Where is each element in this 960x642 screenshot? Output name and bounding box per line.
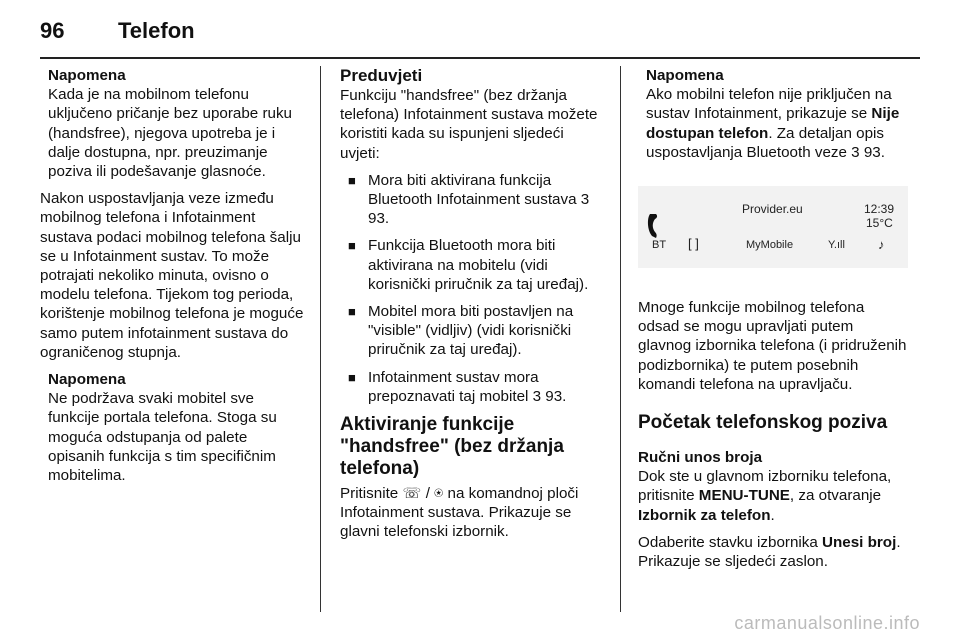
music-icon: ♪ xyxy=(878,237,885,253)
note-title: Napomena xyxy=(646,67,724,84)
ui-term: Unesi broj xyxy=(822,533,897,551)
signal-icon: Y.ıll xyxy=(828,239,845,252)
note-box: Napomena Ako mobilni telefon nije priključen na sustav Infotainment, prikazuje se Nije dostupan telefon. Za detaljan opis uspostavljanja Bluetooth veze 3 93. xyxy=(638,66,908,162)
ui-term: MENU-TUNE xyxy=(698,487,790,505)
phone-button-icon: ⍟ xyxy=(434,485,444,503)
paragraph: Nakon uspostavljanja veze između mobilnog telefona i Infotainment sustava podaci mobilnog telefona šalju se u Infotainment sustav. To može potrajati nekoliko minuta, ovisno o modelu telefona. Tijekom tog perioda, korištenje mobilnog telefona je moguće samo putem infotainment sustava do ograničenog stupnja. xyxy=(40,190,304,361)
watermark: carmanualsonline.info xyxy=(734,613,920,633)
phone-icon: ☏ xyxy=(402,485,422,503)
note-box xyxy=(40,370,306,485)
column-middle xyxy=(340,66,604,550)
note-title: Napomena xyxy=(48,67,126,84)
header-rule xyxy=(40,57,920,59)
brackets-label: [ ] xyxy=(688,236,699,252)
column-left xyxy=(40,66,306,493)
clock-label: 12:39 xyxy=(864,202,895,217)
paragraph: Pritisnite ☏ / ⍟ na komandnoj ploči Infotainment sustava. Prikazuje se glavni telefonski izbornik. xyxy=(340,485,579,541)
bt-label: BT xyxy=(652,239,667,252)
note-title: Napomena xyxy=(48,371,126,389)
column-divider xyxy=(620,66,621,612)
provider-label: Provider.eu xyxy=(742,202,803,217)
page-header xyxy=(40,18,195,44)
list-item: ■ Mora biti aktivirana funkcija Bluetooth Infotainment sustava 3 93. xyxy=(340,171,604,229)
list-item: ■ Infotainment sustav mora prepoznavati taj mobitel 3 93. xyxy=(340,368,604,406)
mobile-name-label: MyMobile xyxy=(746,239,794,252)
note-text: Kada je na mobilnom telefonu uključeno pričanje bez uporabe ruku (handsfree), njegova upotreba je i dalje dostupna, npr. preuzimanje poziva ili podešavanje glasnoće. xyxy=(48,86,293,181)
paragraph: Mnoge funkcije mobilnog telefona odsad se mogu upravljati putem glavnog izbornika telefona (i pridruženih podizbornika) te putem posebnih komandi telefona na upravljaču. xyxy=(638,299,907,393)
ui-term: Izbornik za telefon xyxy=(638,506,771,524)
page-title: Telefon xyxy=(118,18,195,43)
page-number: 96 xyxy=(40,18,65,43)
section-heading: Preduvjeti xyxy=(340,66,423,85)
list-item: ■ Funkcija Bluetooth mora biti aktivirana na mobitelu (vidi korisnički priručnik za taj uređaj). xyxy=(340,236,604,294)
paragraph: Dok ste u glavnom izborniku telefona, pritisnite MENU-TUNE, za otvaranje Izbornik za telefon. xyxy=(638,468,892,524)
note-box xyxy=(40,66,306,181)
ui-term: Nije dostupan telefon xyxy=(646,105,900,142)
paragraph: Funkciju "handsfree" (bez držanja telefona) Infotainment sustava možete koristiti kada su ispunjeni sljedeći uvjeti: xyxy=(340,87,598,162)
section-heading: Aktiviranje funkcije "handsfree" (bez držanja telefona) xyxy=(340,414,564,480)
paragraph: Odaberite stavku izbornika Unesi broj. Prikazuje se sljedeći zaslon. xyxy=(638,533,901,571)
section-heading: Početak telefonskog poziva xyxy=(638,412,888,434)
display-screenshot xyxy=(638,186,908,268)
requirements-list xyxy=(340,171,604,406)
column-divider xyxy=(320,66,321,612)
column-right xyxy=(638,66,908,579)
list-item: ■ Mobitel mora biti postavljen na "visible" (vidljiv) (vidi korisnički priručnik za taj uređaj). xyxy=(340,302,604,360)
sub-heading: Ručni unos broja xyxy=(638,449,763,467)
temperature-label: 15°C xyxy=(866,216,893,231)
note-text: Ne podržava svaki mobitel sve funkcije portala telefona. Stoga su moguća odstupanja od palete opisanih funkcija s tim specifičnim mobitelima. xyxy=(48,390,277,485)
